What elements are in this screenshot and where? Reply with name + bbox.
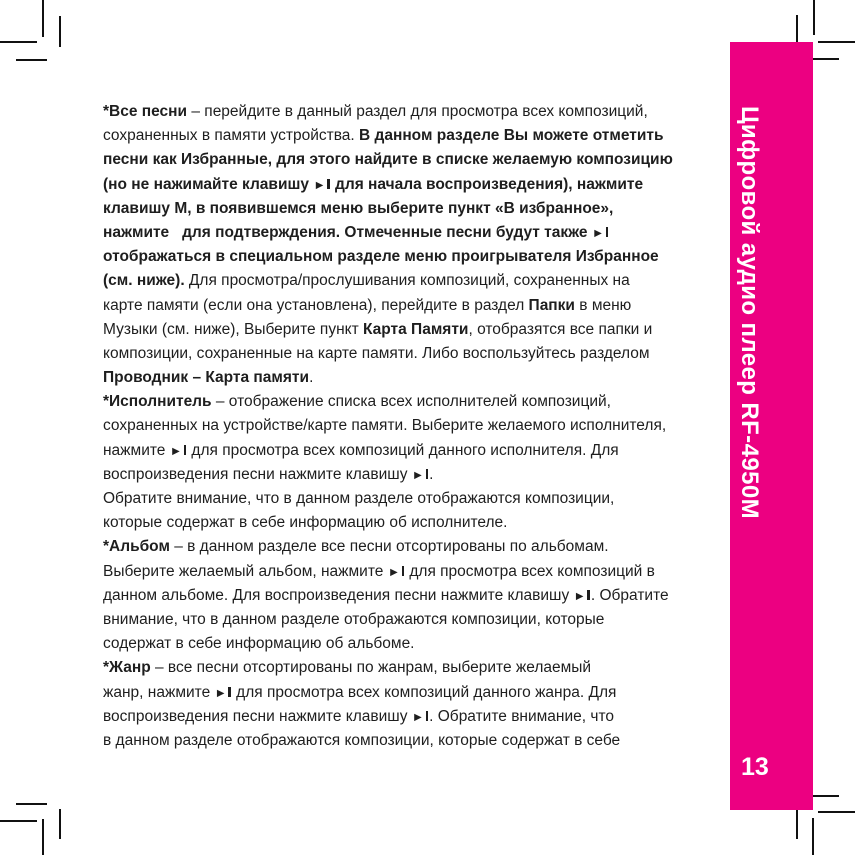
text-run: содержат в себе информацию об альбоме. <box>103 635 415 653</box>
text-line <box>103 197 731 221</box>
text-run: жанр, нажмите ► для просмотра всех композиций данного жанра. Для <box>103 683 617 701</box>
text-run: композиции, сохраненные на карте памяти. Либо воспользуйтесь разделом <box>103 344 650 362</box>
text-run: отображаться в специальном разделе меню проигрывателя Избранное <box>103 248 659 266</box>
crop-mark <box>818 811 855 813</box>
play-pause-icon: ► <box>388 565 405 579</box>
text-line <box>103 584 731 608</box>
text-run: Для просмотра/прослушивания композиций, сохраненных на <box>184 272 630 290</box>
play-pause-icon: ► <box>592 226 609 240</box>
crop-mark <box>42 0 44 37</box>
text-line <box>103 463 731 487</box>
crop-mark <box>42 819 44 855</box>
text-line <box>103 535 731 559</box>
play-pause-icon: ► <box>574 589 591 603</box>
crop-mark <box>818 41 855 43</box>
crop-mark <box>812 818 814 855</box>
play-pause-icon: ► <box>412 710 429 724</box>
text-line <box>103 487 731 511</box>
text-run: которые содержат в себе информацию об исполнителе. <box>103 514 508 532</box>
text-run: *Исполнитель <box>103 393 212 411</box>
page-number: 13 <box>741 753 769 781</box>
text-run: сохраненных на устройстве/карте памяти. Выберите желаемого исполнителя, <box>103 417 667 435</box>
crop-mark <box>796 809 798 839</box>
text-run: Музыки (см. ниже), Выберите пункт <box>103 320 363 338</box>
play-pause-icon: ► <box>170 444 187 458</box>
text-run: нажмите для подтверждения. Отмеченные песни будут также ► <box>103 224 609 241</box>
text-line <box>103 560 731 584</box>
text-run: Папки <box>528 296 575 314</box>
crop-mark <box>0 820 37 822</box>
text-line <box>103 100 731 124</box>
crop-mark <box>59 809 61 839</box>
text-line <box>103 390 731 414</box>
text-run: (но не нажимайте клавишу ► для начала воспроизведения), нажмите <box>103 175 644 193</box>
text-run: нажмите ► для просмотра всех композиций данного исполнителя. Для <box>103 441 619 459</box>
text-line <box>103 414 731 438</box>
text-run: (см. ниже). <box>103 272 185 290</box>
text-run: в меню <box>574 296 632 314</box>
text-line <box>103 608 731 632</box>
manual-text <box>103 100 731 753</box>
text-run: карте памяти (если она установлена), перейдите в раздел <box>103 296 529 314</box>
text-line <box>103 269 731 293</box>
text-line <box>103 656 731 680</box>
text-run: клавишу М, в появившемся меню выберите пункт «В избранное», <box>103 199 614 217</box>
text-run: внимание, что в данном разделе отображаются композиции, которые <box>103 610 605 628</box>
text-run: песни как Избранные, для этого найдите в списке желаемую композицию <box>103 151 673 169</box>
text-line <box>103 148 731 172</box>
text-run: воспроизведения песни нажмите клавишу ► . <box>103 465 434 483</box>
text-line <box>103 173 731 197</box>
text-line <box>103 705 731 729</box>
play-pause-icon: ► <box>215 686 232 700</box>
text-line <box>103 342 731 366</box>
text-run: – все песни отсортированы по жанрам, выберите желаемый <box>150 659 592 677</box>
text-run: Выберите желаемый альбом, нажмите ► для просмотра всех композиций в <box>103 562 655 580</box>
text-run: . <box>309 369 314 387</box>
play-pause-icon: ► <box>412 468 429 482</box>
sidebar-banner <box>730 42 813 810</box>
crop-mark <box>0 41 37 43</box>
crop-mark <box>813 0 815 35</box>
text-line <box>103 681 731 705</box>
crop-mark <box>16 59 47 61</box>
text-line <box>103 294 731 318</box>
text-run: *Все песни <box>103 103 188 120</box>
text-run: воспроизведения песни нажмите клавишу ► . Обратите внимание, что <box>103 707 614 725</box>
text-line <box>103 729 731 753</box>
text-line <box>103 221 731 245</box>
text-run: Карта Памяти <box>363 320 469 338</box>
text-run: , отобразятся все папки и <box>468 320 653 338</box>
text-run: – перейдите в данный раздел для просмотра всех композиций, <box>187 103 648 120</box>
text-line <box>103 511 731 535</box>
text-run: сохраненных в памяти устройства. <box>103 127 359 145</box>
text-run: *Жанр <box>103 659 151 677</box>
text-line <box>103 439 731 463</box>
text-run: *Альбом <box>103 538 170 556</box>
text-line <box>103 245 731 269</box>
text-run: Проводник – Карта памяти <box>103 369 310 387</box>
text-run: В данном разделе Вы можете отметить <box>359 127 664 145</box>
text-run: данном альбоме. Для воспроизведения песни нажмите клавишу ► . Обратите <box>103 586 669 604</box>
sidebar-title: Цифровой аудио плеер RF-4950M <box>736 106 763 519</box>
crop-mark <box>16 803 47 805</box>
text-run: Обратите внимание, что в данном разделе отображаются композиции, <box>103 490 615 507</box>
text-line <box>103 318 731 342</box>
play-pause-icon: ► <box>313 178 330 192</box>
text-line <box>103 124 731 148</box>
text-run: в данном разделе отображаются композиции, которые содержат в себе <box>103 731 621 749</box>
text-line <box>103 366 731 390</box>
text-run: – в данном разделе все песни отсортированы по альбомам. <box>169 538 609 556</box>
text-run: – отображение списка всех исполнителей композиций, <box>211 393 611 411</box>
text-line <box>103 632 731 656</box>
crop-mark <box>59 16 61 47</box>
